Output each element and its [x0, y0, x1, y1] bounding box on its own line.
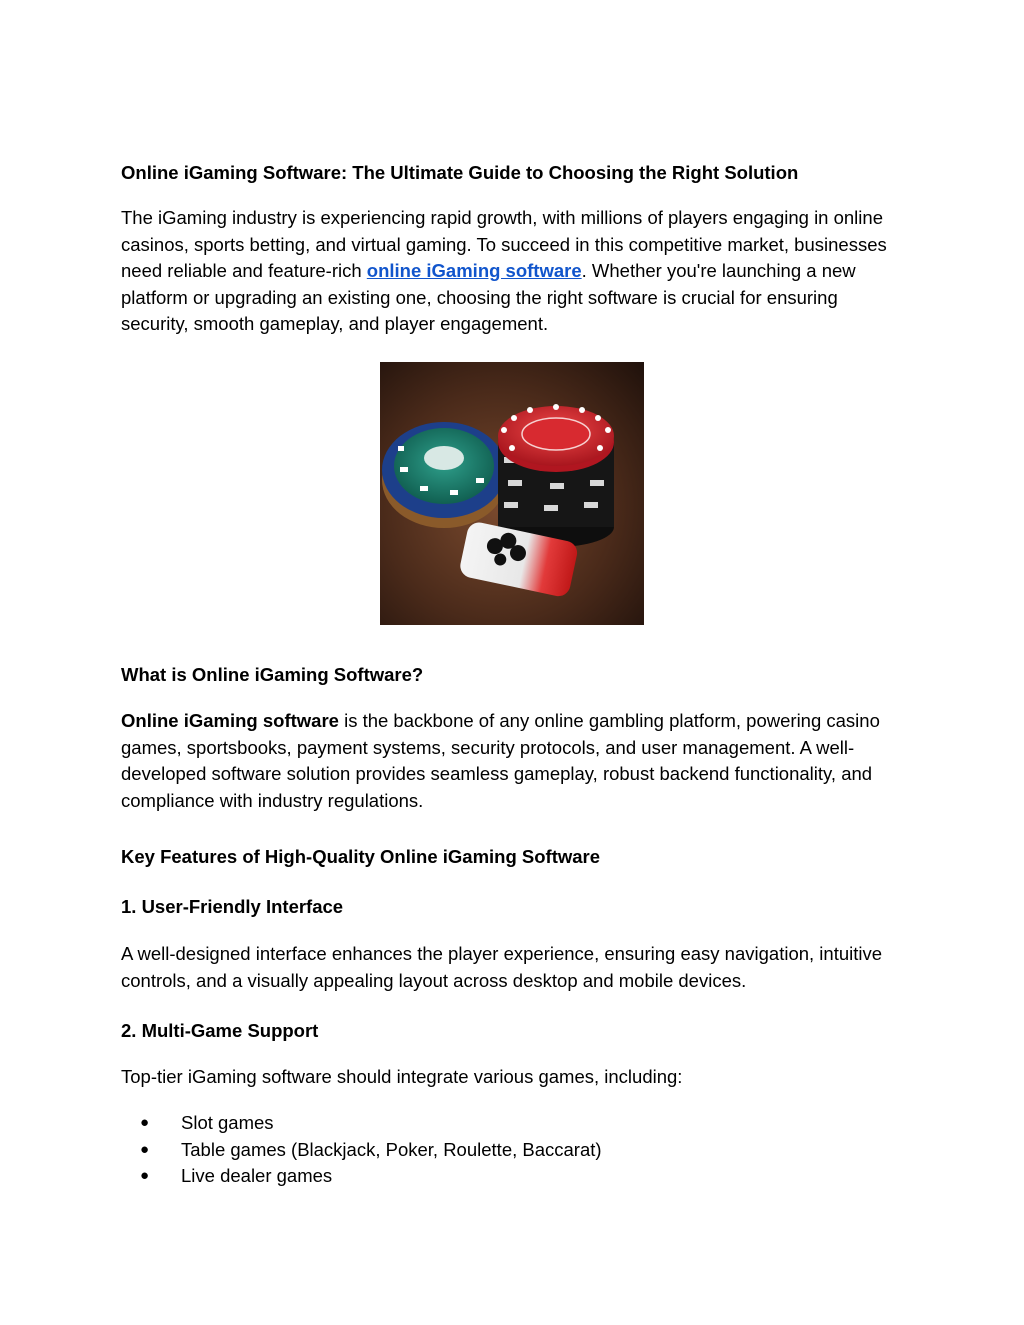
list-item [121, 1163, 602, 1190]
list-item [121, 1110, 602, 1137]
feature-1-paragraph: A well-designed interface enhances the player experience, ensuring easy navigation, intuitive controls, and a visually appealing layout across desktop and mobile devices. [121, 943, 883, 991]
bullet-icon: ● [140, 1167, 150, 1185]
feature-2-heading: 2. Multi-Game Support [121, 1020, 319, 1041]
section-heading-key-features: Key Features of High-Quality Online iGaming Software [121, 846, 601, 867]
intro-text-start: The iGaming industry is experiencing rapid growth, with millions of players engaging in online casinos, sports betting, and virtual gaming. To succeed in this competitive market, businesses need reliable and feature-rich [121, 207, 887, 282]
feature-2-paragraph: Top-tier iGaming software should integrate various games, including: [121, 1066, 683, 1087]
casino-chips-illustration [380, 362, 644, 625]
document-title: Online iGaming Software: The Ultimate Guide to Choosing the Right Solution [121, 162, 799, 183]
section-heading-what: What is Online iGaming Software? [121, 664, 424, 685]
casino-chips-image [380, 362, 644, 625]
list-item-text: Table games (Blackjack, Poker, Roulette, Baccarat) [181, 1138, 602, 1160]
intro-paragraph [121, 205, 901, 338]
list-item-text: Slot games [181, 1112, 274, 1133]
intro-text-end: . Whether you're launching a new platform or upgrading an existing one, choosing the right software is crucial for ensuring security, smooth gameplay, and player engagement. [121, 260, 856, 335]
feature-1-heading: 1. User-Friendly Interface [121, 896, 344, 917]
what-bold-lead: Online iGaming software [121, 710, 339, 731]
list-item-text: Live dealer games [181, 1165, 333, 1187]
bullet-icon: ● [140, 1140, 150, 1158]
what-paragraph [121, 708, 901, 814]
what-text: is the backbone of any online gambling platform, powering casino games, sportsbooks, payment systems, security protocols, and user management. A well-developed software solution provides seamless gameplay, robust backend functionality, and compliance with industry regulations. [121, 710, 880, 811]
list-item [121, 1137, 602, 1164]
game-types-list [121, 1110, 602, 1190]
bullet-icon: ● [140, 1114, 150, 1131]
online-igaming-software-link[interactable]: online iGaming software [366, 260, 582, 282]
